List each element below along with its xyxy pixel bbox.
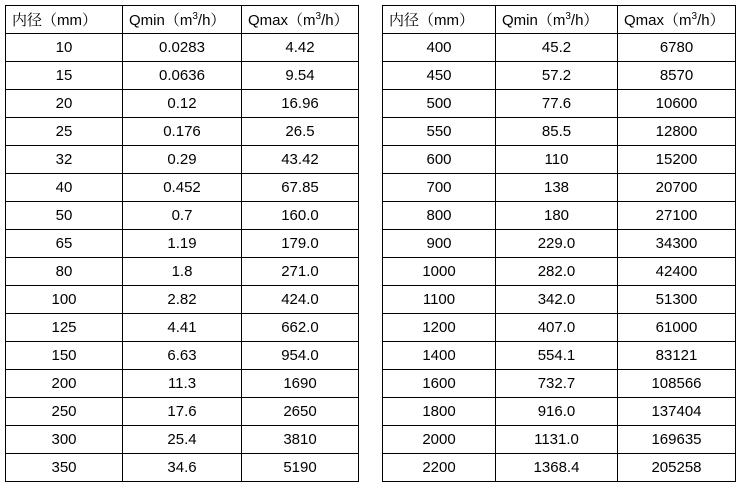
cell-inner-diameter: 400 [383, 34, 496, 62]
header-label: Qmin [129, 12, 165, 29]
cell-qmin: 407.0 [496, 314, 618, 342]
table-row [383, 230, 736, 258]
cell-qmin: 0.7 [123, 202, 242, 230]
cell-inner-diameter: 150 [6, 342, 123, 370]
cell-inner-diameter: 500 [383, 90, 496, 118]
table-row [383, 202, 736, 230]
cell-qmin: 34.6 [123, 454, 242, 482]
cell-inner-diameter: 15 [6, 62, 123, 90]
cell-inner-diameter: 1800 [383, 398, 496, 426]
cell-inner-diameter: 700 [383, 174, 496, 202]
table-row [6, 454, 359, 482]
cell-qmin: 342.0 [496, 286, 618, 314]
column-header-inner-diameter [6, 6, 123, 34]
table-row [383, 370, 736, 398]
table-body [383, 34, 736, 482]
cell-qmax: 27100 [618, 202, 736, 230]
cell-qmin: 180 [496, 202, 618, 230]
cell-inner-diameter: 550 [383, 118, 496, 146]
cell-inner-diameter: 200 [6, 370, 123, 398]
header-unit-tail: /h） [697, 12, 725, 29]
cell-qmax: 424.0 [242, 286, 359, 314]
header-label: Qmax [624, 12, 665, 29]
header-unit: （mm） [419, 12, 475, 29]
table-header-row [383, 6, 736, 34]
cell-inner-diameter: 40 [6, 174, 123, 202]
cell-inner-diameter: 600 [383, 146, 496, 174]
header-label: Qmax [248, 12, 289, 29]
cell-qmin: 17.6 [123, 398, 242, 426]
table-row [383, 118, 736, 146]
header-label: 内径 [12, 12, 43, 29]
cell-inner-diameter: 100 [6, 286, 123, 314]
table-row [383, 342, 736, 370]
cell-qmin: 0.452 [123, 174, 242, 202]
cell-qmin: 6.63 [123, 342, 242, 370]
header-unit: （m [288, 12, 316, 29]
cell-qmin: 57.2 [496, 62, 618, 90]
table-row [6, 62, 359, 90]
cell-inner-diameter: 80 [6, 258, 123, 286]
cell-qmax: 5190 [242, 454, 359, 482]
table-header-row [6, 6, 359, 34]
cell-qmin: 85.5 [496, 118, 618, 146]
cell-qmax: 3810 [242, 426, 359, 454]
cell-qmax: 34300 [618, 230, 736, 258]
cell-qmin: 2.82 [123, 286, 242, 314]
cell-qmax: 26.5 [242, 118, 359, 146]
cell-inner-diameter: 300 [6, 426, 123, 454]
cell-qmax: 16.96 [242, 90, 359, 118]
cell-qmax: 179.0 [242, 230, 359, 258]
cell-qmax: 8570 [618, 62, 736, 90]
cell-qmin: 0.0636 [123, 62, 242, 90]
cell-qmax: 662.0 [242, 314, 359, 342]
column-header-qmax [618, 6, 736, 34]
header-superscript: 3 [192, 11, 198, 22]
table-row [6, 286, 359, 314]
column-header-qmin [496, 6, 618, 34]
table-row [6, 370, 359, 398]
header-unit: （m [537, 12, 566, 29]
cell-inner-diameter: 1200 [383, 314, 496, 342]
cell-qmax: 51300 [618, 286, 736, 314]
cell-qmin: 0.176 [123, 118, 242, 146]
cell-inner-diameter: 20 [6, 90, 123, 118]
cell-qmin: 1.8 [123, 258, 242, 286]
cell-qmax: 61000 [618, 314, 736, 342]
header-unit-tail: /h） [570, 12, 599, 29]
cell-inner-diameter: 25 [6, 118, 123, 146]
cell-qmin: 110 [496, 146, 618, 174]
column-header-qmax [242, 6, 359, 34]
table-row [6, 230, 359, 258]
header-unit-tail: /h） [197, 12, 226, 29]
cell-qmax: 43.42 [242, 146, 359, 174]
cell-inner-diameter: 1600 [383, 370, 496, 398]
cell-qmin: 25.4 [123, 426, 242, 454]
cell-qmin: 1.19 [123, 230, 242, 258]
header-superscript: 3 [691, 11, 698, 22]
table-row [6, 146, 359, 174]
cell-qmax: 83121 [618, 342, 736, 370]
cell-inner-diameter: 32 [6, 146, 123, 174]
cell-qmin: 0.29 [123, 146, 242, 174]
cell-qmax: 42400 [618, 258, 736, 286]
cell-inner-diameter: 10 [6, 34, 123, 62]
column-header-qmin [123, 6, 242, 34]
cell-qmin: 554.1 [496, 342, 618, 370]
table-row [6, 202, 359, 230]
cell-qmax: 15200 [618, 146, 736, 174]
cell-inner-diameter: 1000 [383, 258, 496, 286]
table-row [6, 34, 359, 62]
cell-inner-diameter: 65 [6, 230, 123, 258]
cell-inner-diameter: 125 [6, 314, 123, 342]
table-row [6, 426, 359, 454]
cell-qmin: 732.7 [496, 370, 618, 398]
cell-qmin: 45.2 [496, 34, 618, 62]
cell-qmin: 916.0 [496, 398, 618, 426]
cell-qmax: 20700 [618, 174, 736, 202]
table-row [6, 118, 359, 146]
cell-qmax: 2650 [242, 398, 359, 426]
cell-qmax: 9.54 [242, 62, 359, 90]
cell-qmax: 10600 [618, 90, 736, 118]
table-row [383, 90, 736, 118]
table-row [383, 398, 736, 426]
cell-qmax: 169635 [618, 426, 736, 454]
cell-inner-diameter: 2000 [383, 426, 496, 454]
cell-qmax: 137404 [618, 398, 736, 426]
table-row [383, 454, 736, 482]
table-row [383, 62, 736, 90]
cell-qmin: 4.41 [123, 314, 242, 342]
cell-inner-diameter: 800 [383, 202, 496, 230]
table-row [383, 426, 736, 454]
cell-qmax: 1690 [242, 370, 359, 398]
header-superscript: 3 [315, 11, 322, 22]
table-row [6, 90, 359, 118]
cell-inner-diameter: 450 [383, 62, 496, 90]
table-row [383, 286, 736, 314]
table-body [6, 34, 359, 482]
header-label: 内径 [389, 12, 420, 29]
cell-qmax: 12800 [618, 118, 736, 146]
cell-qmin: 11.3 [123, 370, 242, 398]
table-row [6, 398, 359, 426]
flow-rate-table-right [382, 5, 736, 482]
cell-qmin: 77.6 [496, 90, 618, 118]
cell-inner-diameter: 1400 [383, 342, 496, 370]
table-row [383, 258, 736, 286]
cell-qmax: 954.0 [242, 342, 359, 370]
header-unit-tail: /h） [321, 12, 349, 29]
table-row [383, 314, 736, 342]
table-row [6, 342, 359, 370]
cell-inner-diameter: 1100 [383, 286, 496, 314]
table-row [6, 174, 359, 202]
cell-qmin: 0.0283 [123, 34, 242, 62]
cell-qmin: 1368.4 [496, 454, 618, 482]
cell-inner-diameter: 2200 [383, 454, 496, 482]
cell-qmax: 6780 [618, 34, 736, 62]
cell-qmin: 0.12 [123, 90, 242, 118]
cell-qmin: 138 [496, 174, 618, 202]
header-unit: （m [164, 12, 193, 29]
cell-qmax: 67.85 [242, 174, 359, 202]
column-header-inner-diameter [383, 6, 496, 34]
table-row [383, 34, 736, 62]
cell-inner-diameter: 250 [6, 398, 123, 426]
cell-qmax: 271.0 [242, 258, 359, 286]
cell-qmax: 205258 [618, 454, 736, 482]
cell-qmin: 1131.0 [496, 426, 618, 454]
cell-inner-diameter: 50 [6, 202, 123, 230]
table-row [383, 146, 736, 174]
cell-qmax: 108566 [618, 370, 736, 398]
cell-qmax: 4.42 [242, 34, 359, 62]
header-superscript: 3 [565, 11, 571, 22]
header-label: Qmin [502, 12, 538, 29]
header-unit: （m [664, 12, 692, 29]
table-row [6, 314, 359, 342]
cell-qmax: 160.0 [242, 202, 359, 230]
table-row [383, 174, 736, 202]
header-unit: （mm） [42, 12, 98, 29]
cell-inner-diameter: 900 [383, 230, 496, 258]
flow-rate-table-left [5, 5, 359, 482]
cell-qmin: 282.0 [496, 258, 618, 286]
cell-inner-diameter: 350 [6, 454, 123, 482]
table-row [6, 258, 359, 286]
cell-qmin: 229.0 [496, 230, 618, 258]
